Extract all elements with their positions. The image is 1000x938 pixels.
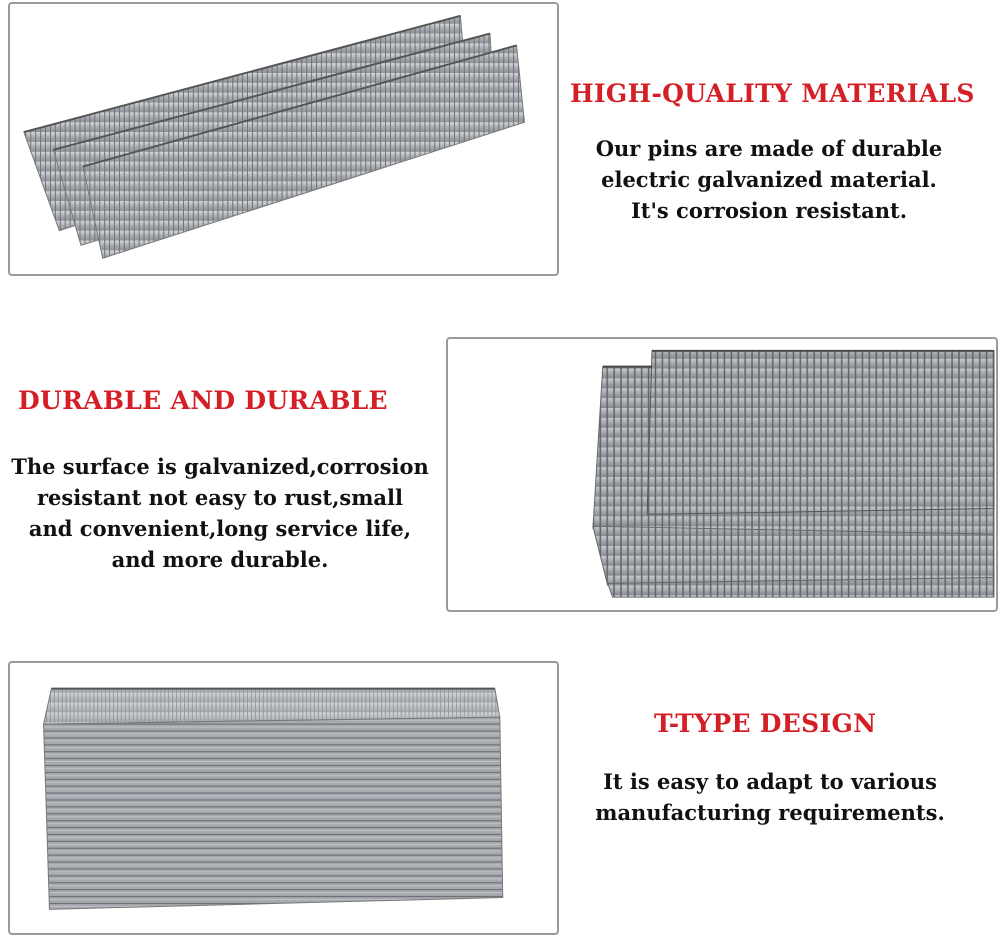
description-line: and convenient,long service life, xyxy=(28,516,412,541)
product-image-frame-1 xyxy=(8,2,559,276)
section-title-3: T-TYPE DESIGN xyxy=(654,709,877,738)
description-line: It's corrosion resistant. xyxy=(630,198,908,223)
section-description-2 xyxy=(0,451,440,575)
description-line: and more durable. xyxy=(111,547,329,572)
product-image-frame-3 xyxy=(8,661,559,935)
section-title-2: DURABLE AND DURABLE xyxy=(18,386,388,415)
description-line: resistant not easy to rust,small xyxy=(36,485,403,510)
section-description-3 xyxy=(570,766,970,828)
description-line: Our pins are made of durable xyxy=(595,136,943,161)
section-description-1 xyxy=(560,133,978,226)
nail-strips-closeup-icon xyxy=(448,339,996,610)
description-line: It is easy to adapt to various xyxy=(603,769,937,794)
description-line: The surface is galvanized,corrosion xyxy=(11,454,429,479)
nail-stack-icon xyxy=(10,663,557,933)
section-title-1: HIGH-QUALITY MATERIALS xyxy=(570,79,975,108)
nail-strips-icon xyxy=(10,4,557,274)
product-image-frame-2 xyxy=(446,337,998,612)
description-line: electric galvanized material. xyxy=(601,167,937,192)
description-line: manufacturing requirements. xyxy=(595,800,945,825)
